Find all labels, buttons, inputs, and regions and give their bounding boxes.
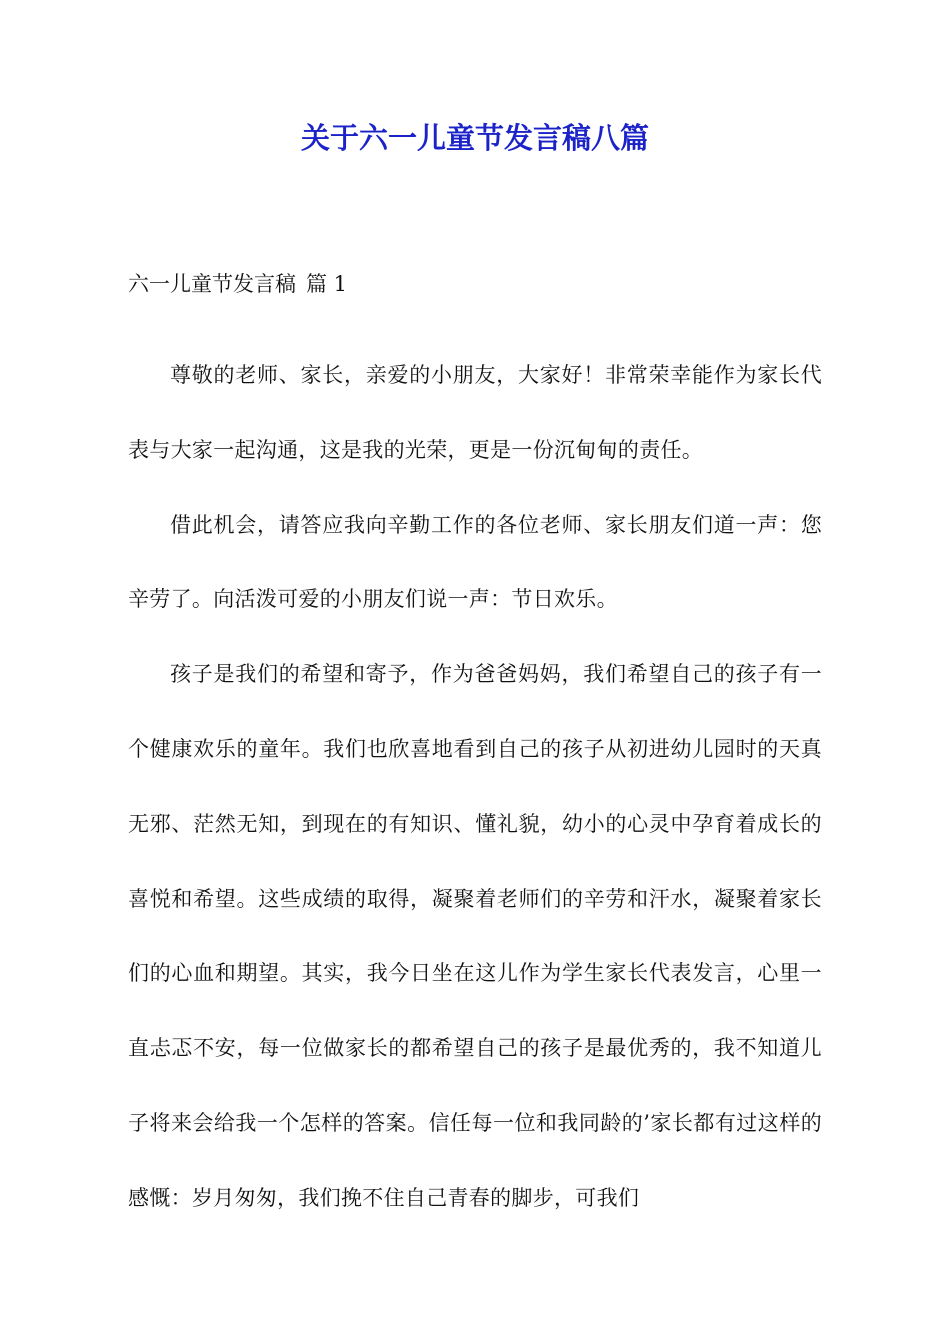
paragraph-main: 孩子是我们的希望和寄予，作为爸爸妈妈，我们希望自己的孩子有一个健康欢乐的童年。我们也欣喜地看到自己的孩子从初进幼儿园时的天真无邪、茫然无知，到现在的有知识、懂礼貌，幼小的心灵中孕育着成长的喜悦和希望。这些成绩的取得，凝聚着老师们的辛劳和汗水，凝聚着家长们的心血和期望。其实，我今日坐在这儿作为学生家长代表发言，心里一直忐忑不安，每一位做家长的都希望自己的孩子是最优秀的，我不知道儿子将来会给我一个怎样的答案。信任每一位和我同龄的’家长都有过这样的感慨：岁月匆匆，我们挽不住自己青春的脚步，可我们 — [128, 662, 822, 1210]
document-body — [128, 338, 822, 1236]
section-heading-text: 六一儿童节发言稿 — [128, 272, 296, 296]
section-number: 篇 1 — [306, 272, 348, 296]
paragraph-greeting: 尊敬的老师、家长，亲爱的小朋友，大家好！非常荣幸能作为家长代表与大家一起沟通，这是我的光荣，更是一份沉甸甸的责任。 — [128, 363, 822, 462]
document-title: 关于六一儿童节发言稿八篇 — [300, 121, 649, 155]
paragraph-thanks: 借此机会，请答应我向辛勤工作的各位老师、家长朋友们道一声：您辛劳了。向活泼可爱的小朋友们说一声：节日欢乐。 — [128, 512, 822, 612]
section-heading — [128, 266, 347, 302]
